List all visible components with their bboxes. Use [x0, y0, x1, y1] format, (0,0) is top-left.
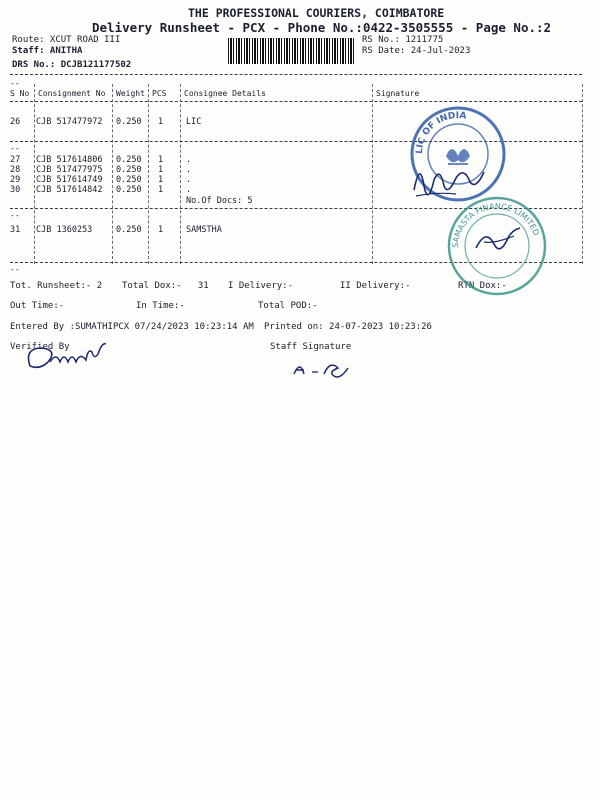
samasta-stamp-text: SAMASTA FINANCE LIMITED	[450, 201, 541, 249]
table-row-sno: 26	[10, 117, 21, 127]
table-row-weight: 0.250	[116, 117, 142, 127]
header-sno: S No	[10, 89, 30, 98]
drs-number: DRS No.: DCJB121177502	[12, 60, 132, 70]
samasta-signature	[470, 222, 530, 262]
svg-text:LIC OF INDIA	[415, 111, 467, 154]
lic-stamp-text: LIC OF INDIA	[414, 110, 467, 155]
column-separator	[34, 84, 35, 264]
table-row-weight: 0.250	[116, 185, 142, 195]
table-row-weight: 0.250	[116, 155, 142, 165]
table-row-consignment: CJB 1360253	[36, 225, 93, 235]
divider	[10, 101, 582, 102]
total-dox: Total Dox:- 31	[122, 281, 209, 291]
tot-runsheet: Tot. Runsheet:- 2	[10, 281, 103, 291]
in-time: In Time:-	[136, 301, 185, 311]
column-separator	[112, 84, 113, 264]
table-row-consignment: CJB 517614842	[36, 185, 103, 195]
table-row-consignee: .	[186, 185, 192, 195]
table-row-sno: 27	[10, 155, 21, 165]
table-row-consignment: CJB 517614749	[36, 175, 103, 185]
table-row-pcs: 1	[158, 165, 164, 175]
table-row-pcs: 1	[158, 155, 164, 165]
company-title: THE PROFESSIONAL COURIERS, COIMBATORE	[188, 6, 445, 20]
table-row-sno: 31	[10, 225, 21, 235]
table-row-consignee: .	[186, 155, 192, 165]
dash-mark: --	[10, 144, 20, 153]
table-row-consignment: CJB 517477975	[36, 165, 103, 175]
dash-mark: --	[10, 79, 20, 88]
ii-delivery: II Delivery:-	[340, 281, 411, 291]
table-row-weight: 0.250	[116, 175, 142, 185]
header-pcs: PCS	[152, 89, 167, 98]
verified-by: Verified By	[10, 342, 70, 352]
dash-mark: --	[10, 265, 20, 274]
rs-date: RS Date: 24-Jul-2023	[362, 46, 471, 56]
no-of-docs: No.Of Docs: 5	[186, 196, 253, 206]
runsheet-subtitle: Delivery Runsheet - PCX - Phone No.:0422-3505555 - Page No.:2	[92, 20, 552, 35]
column-separator	[148, 84, 149, 264]
route-label: Route: XCUT ROAD III	[12, 35, 121, 45]
column-separator	[372, 84, 373, 264]
dash-mark: --	[10, 211, 20, 220]
printed-on: Printed on: 24-07-2023 10:23:26	[264, 322, 432, 332]
staff-label: Staff: ANITHA	[12, 46, 83, 56]
rs-number: RS No.: 1211775	[362, 35, 444, 45]
i-delivery: I Delivery:-	[228, 281, 294, 291]
out-time: Out Time:-	[10, 301, 65, 311]
table-row-consignee: .	[186, 175, 192, 185]
staff-signature-label: Staff Signature	[270, 342, 352, 352]
verified-signature	[20, 340, 130, 376]
table-row-weight: 0.250	[116, 225, 142, 235]
staff-signature	[290, 356, 360, 384]
table-row-consignee: LIC	[186, 117, 202, 127]
header-consignee: Consignee Details	[184, 89, 266, 98]
column-separator	[180, 84, 181, 264]
table-row-sno: 28	[10, 165, 21, 175]
table-row-pcs: 1	[158, 175, 164, 185]
table-row-consignee: SAMSTHA	[186, 225, 222, 235]
table-row-consignment: CJB 517477972	[36, 117, 103, 127]
table-row-consignment: CJB 517614806	[36, 155, 103, 165]
table-row-sno: 30	[10, 185, 21, 195]
barcode	[228, 38, 355, 64]
table-row-pcs: 1	[158, 225, 164, 235]
header-weight: Weight	[116, 89, 145, 98]
table-row-consignee: .	[186, 165, 192, 175]
table-row-pcs: 1	[158, 117, 164, 127]
entered-by: Entered By :SUMATHIPCX 07/24/2023 10:23:14 AM	[10, 322, 254, 332]
table-row-pcs: 1	[158, 185, 164, 195]
table-row-sno: 29	[10, 175, 21, 185]
header-signature: Signature	[376, 89, 420, 98]
divider	[10, 74, 582, 75]
header-consignment: Consignment No	[38, 89, 106, 98]
total-pod: Total POD:-	[258, 301, 318, 311]
table-row-weight: 0.250	[116, 165, 142, 175]
column-separator	[582, 84, 583, 264]
rtn-dox: RTN Dox:-	[458, 281, 507, 291]
